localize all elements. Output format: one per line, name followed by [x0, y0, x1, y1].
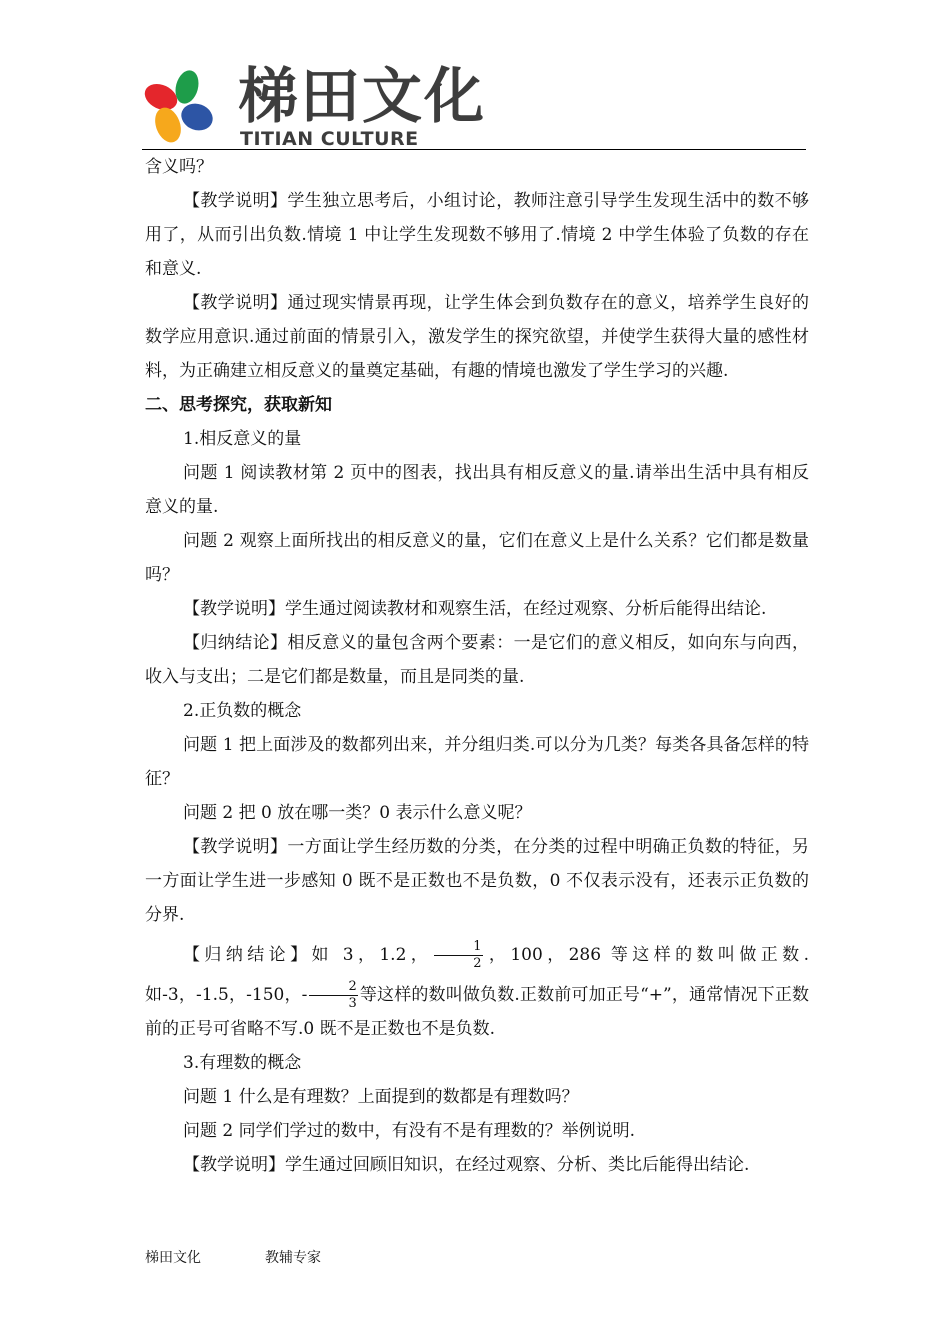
- page-footer: [145, 1247, 321, 1267]
- paragraph: 问题 1 把上面涉及的数都列出来，并分组归类.可以分为几类？每类各具备怎样的特征？: [145, 735, 809, 789]
- paragraph: 【教学说明】一方面让学生经历数的分类，在分类的过程中明确正负数的特征，另一方面让学生进一步感知 0 既不是正数也不是负数，0 不仅表示没有，还表示正负数的分界.: [145, 837, 809, 925]
- subsection-title: 2.正负数的概念: [183, 701, 302, 721]
- fraction-numerator: 2: [309, 979, 357, 996]
- fraction-two-thirds: [309, 979, 357, 1012]
- paragraph: 问题 2 观察上面所找出的相反意义的量，它们在意义上是什么关系？它们都是数量吗？: [145, 531, 809, 585]
- formula-paragraph: [145, 932, 809, 1046]
- footer-left: 梯田文化: [145, 1250, 201, 1266]
- paragraph: 【教学说明】学生通过回顾旧知识，在经过观察、分析、类比后能得出结论.: [183, 1155, 750, 1175]
- paragraph: 【教学说明】学生通过阅读教材和观察生活，在经过观察、分析后能得出结论.: [183, 599, 767, 619]
- document-body: [145, 150, 809, 1182]
- fraction-denominator: 2: [473, 956, 482, 971]
- formula-text: 等这样的数叫做负数.正数前可加正号“+”，通常情况下正数前的正号可省略不写.0 既不是正数也不是负数.: [145, 985, 810, 1039]
- section-heading: 二、思考探究，获取新知: [145, 395, 332, 415]
- formula-text: ，100，286 等这样的数叫做正数.如-3，-1.5，-150，-: [145, 945, 809, 1005]
- paragraph: 【归纳结论】相反意义的量包含两个要素：一是它们的意义相反，如向东与向西，收入与支出；二是它们都是数量，而且是同类的量.: [145, 633, 809, 687]
- paragraph: 含义吗？: [145, 157, 213, 177]
- fraction-one-half: [434, 939, 482, 972]
- paragraph: 问题 2 把 0 放在哪一类？0 表示什么意义呢？: [183, 803, 532, 823]
- paragraph: 【教学说明】通过现实情景再现，让学生体会到负数存在的意义，培养学生良好的数学应用意识.通过前面的情景引入，激发学生的探究欲望，并使学生获得大量的感性材料，为正确建立相反意义的量奠定基础，有趣的情境也激发了学生学习的兴趣.: [145, 293, 809, 381]
- brand-name-en: TITIAN CULTURE: [240, 128, 419, 150]
- fraction-denominator: 3: [348, 996, 357, 1011]
- paragraph: 【教学说明】学生独立思考后，小组讨论，教师注意引导学生发现生活中的数不够用了，从而引出负数.情境 1 中让学生发现数不够用了.情境 2 中学生体验了负数的存在和意义.: [145, 191, 809, 279]
- footer-right: 教辅专家: [265, 1250, 321, 1266]
- subsection-title: 1.相反意义的量: [183, 429, 302, 449]
- page-header: [142, 62, 806, 152]
- flower-logo-icon: [142, 67, 218, 147]
- paragraph: 问题 2 同学们学过的数中，有没有不是有理数的？举例说明.: [183, 1121, 636, 1141]
- brand-name-cn: 梯田文化: [238, 62, 486, 132]
- fraction-numerator: 1: [434, 939, 482, 956]
- subsection-title: 3.有理数的概念: [183, 1053, 302, 1073]
- paragraph: 问题 1 什么是有理数？上面提到的数都是有理数吗？: [183, 1087, 579, 1107]
- paragraph: 问题 1 阅读教材第 2 页中的图表，找出具有相反意义的量.请举出生活中具有相反意义的量.: [145, 463, 809, 517]
- formula-text: 【归纳结论】如 3，1.2，: [183, 945, 433, 965]
